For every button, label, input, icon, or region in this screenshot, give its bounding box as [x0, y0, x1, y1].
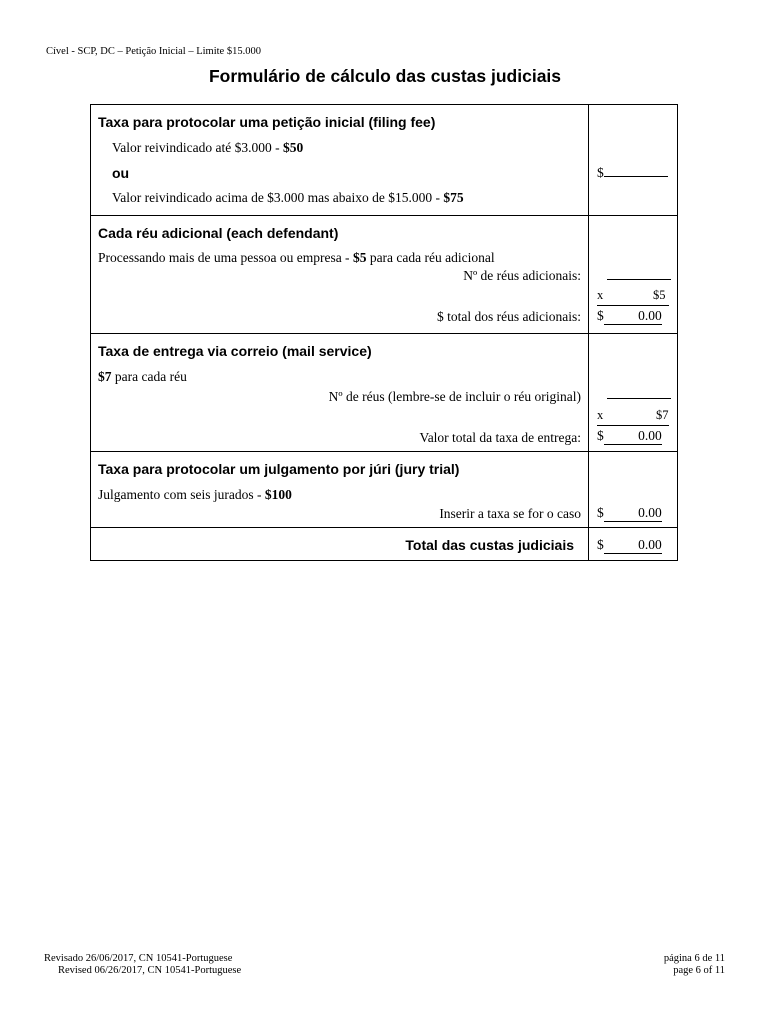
- filing-fee-line2-text: Valor reivindicado acima de $3.000 mas abaixo de $15.000 -: [112, 190, 444, 205]
- filing-fee-field[interactable]: [597, 165, 668, 181]
- additional-defendant-line1-rest: para cada réu adicional: [366, 250, 495, 265]
- jury-trial-insert-label: Inserir a taxa se for o caso: [439, 506, 581, 521]
- mail-service-count-field[interactable]: [607, 387, 671, 403]
- section-title-mail-service: Taxa de entrega via correio (mail service): [98, 343, 372, 359]
- jury-trial-amount: $100: [264, 487, 292, 502]
- total-label: Total das custas judiciais: [405, 537, 574, 553]
- footer-page-pt: página 6 de 11: [663, 953, 725, 964]
- mail-service-total-dollar: $: [597, 428, 604, 443]
- footer-revision-pt: Revisado 26/06/2017, CN 10541-Portuguese: [44, 953, 233, 964]
- additional-defendants-total-dollar: $: [597, 308, 604, 323]
- footer-revision-en: Revised 06/26/2017, CN 10541-Portuguese: [58, 965, 242, 976]
- filing-fee-line1-amount: $50: [282, 140, 304, 155]
- footer-page-number: [664, 953, 725, 977]
- jury-trial-value[interactable]: 0.00: [604, 505, 662, 522]
- section-mail-service: [91, 334, 677, 452]
- total-value[interactable]: 0.00: [604, 537, 662, 554]
- section-jury-trial: [91, 452, 677, 528]
- additional-defendants-count-value[interactable]: [607, 279, 671, 280]
- additional-defendant-line1-text: Processando mais de uma pessoa ou empresa -: [98, 250, 353, 265]
- additional-defendants-multiplier-x: x: [597, 288, 604, 302]
- jury-trial-fee-field[interactable]: [597, 505, 662, 522]
- total-dollar: $: [597, 537, 604, 552]
- jury-trial-description: [98, 487, 292, 503]
- footer-revision: [44, 953, 241, 977]
- mail-service-multiplier-value: $7: [656, 408, 669, 422]
- page-title: Formulário de cálculo das custas judiciais: [208, 66, 562, 86]
- filing-fee-line2-amount: $75: [443, 190, 464, 205]
- filing-fee-line1-text: Valor reivindicado até $3.000 -: [112, 140, 283, 155]
- mail-service-calc-line: [597, 425, 669, 426]
- section-title-jury-trial: Taxa para protocolar um julgamento por júri (jury trial): [98, 461, 460, 477]
- additional-defendants-total-value[interactable]: 0.00: [604, 308, 662, 325]
- mail-service-description: [98, 369, 187, 385]
- header-form-code: Cível - SCP, DC – Petição Inicial – Limite $15.000: [46, 46, 261, 57]
- total-fee-field[interactable]: [597, 537, 662, 554]
- mail-service-line1-rest: para cada réu: [111, 369, 187, 384]
- jury-trial-line1-text: Julgamento com seis jurados -: [98, 487, 265, 502]
- filing-fee-value[interactable]: [604, 176, 668, 177]
- additional-defendant-description: [98, 250, 495, 266]
- section-title-filing-fee: Taxa para protocolar uma petição inicial (filing fee): [98, 114, 436, 130]
- mail-service-total-field[interactable]: [597, 428, 662, 445]
- additional-defendants-total-field[interactable]: [597, 308, 662, 325]
- mail-service-total-label: Valor total da taxa de entrega:: [419, 430, 581, 445]
- section-additional-defendants: [91, 216, 677, 334]
- additional-defendants-multiplier-value: $5: [653, 288, 666, 302]
- footer-page-en: page 6 of 11: [673, 965, 725, 976]
- fee-calculation-form: [90, 104, 678, 561]
- jury-trial-dollar: $: [597, 505, 604, 520]
- section-title-additional-defendants: Cada réu adicional (each defendant): [98, 225, 339, 241]
- additional-defendants-calc-line: [597, 305, 669, 306]
- additional-defendants-count-field[interactable]: [607, 268, 671, 284]
- section-filing-fee: [91, 105, 677, 216]
- filing-fee-or: ou: [112, 165, 130, 181]
- additional-defendants-count-label: Nº de réus adicionais:: [463, 268, 581, 283]
- filing-fee-dollar: $: [597, 165, 604, 180]
- mail-service-count-value[interactable]: [607, 398, 671, 399]
- section-total: [91, 528, 677, 560]
- mail-service-total-value[interactable]: 0.00: [604, 428, 662, 445]
- mail-service-count-label: Nº de réus (lembre-se de incluir o réu original): [328, 389, 581, 404]
- additional-defendants-total-label: $ total dos réus adicionais:: [437, 309, 581, 324]
- filing-fee-up-to-3000: [112, 140, 303, 156]
- additional-defendant-amount: $5: [352, 250, 367, 265]
- mail-service-amount: $7: [98, 369, 112, 384]
- mail-service-multiplier-x: x: [597, 408, 604, 422]
- filing-fee-above-3000: [112, 190, 464, 206]
